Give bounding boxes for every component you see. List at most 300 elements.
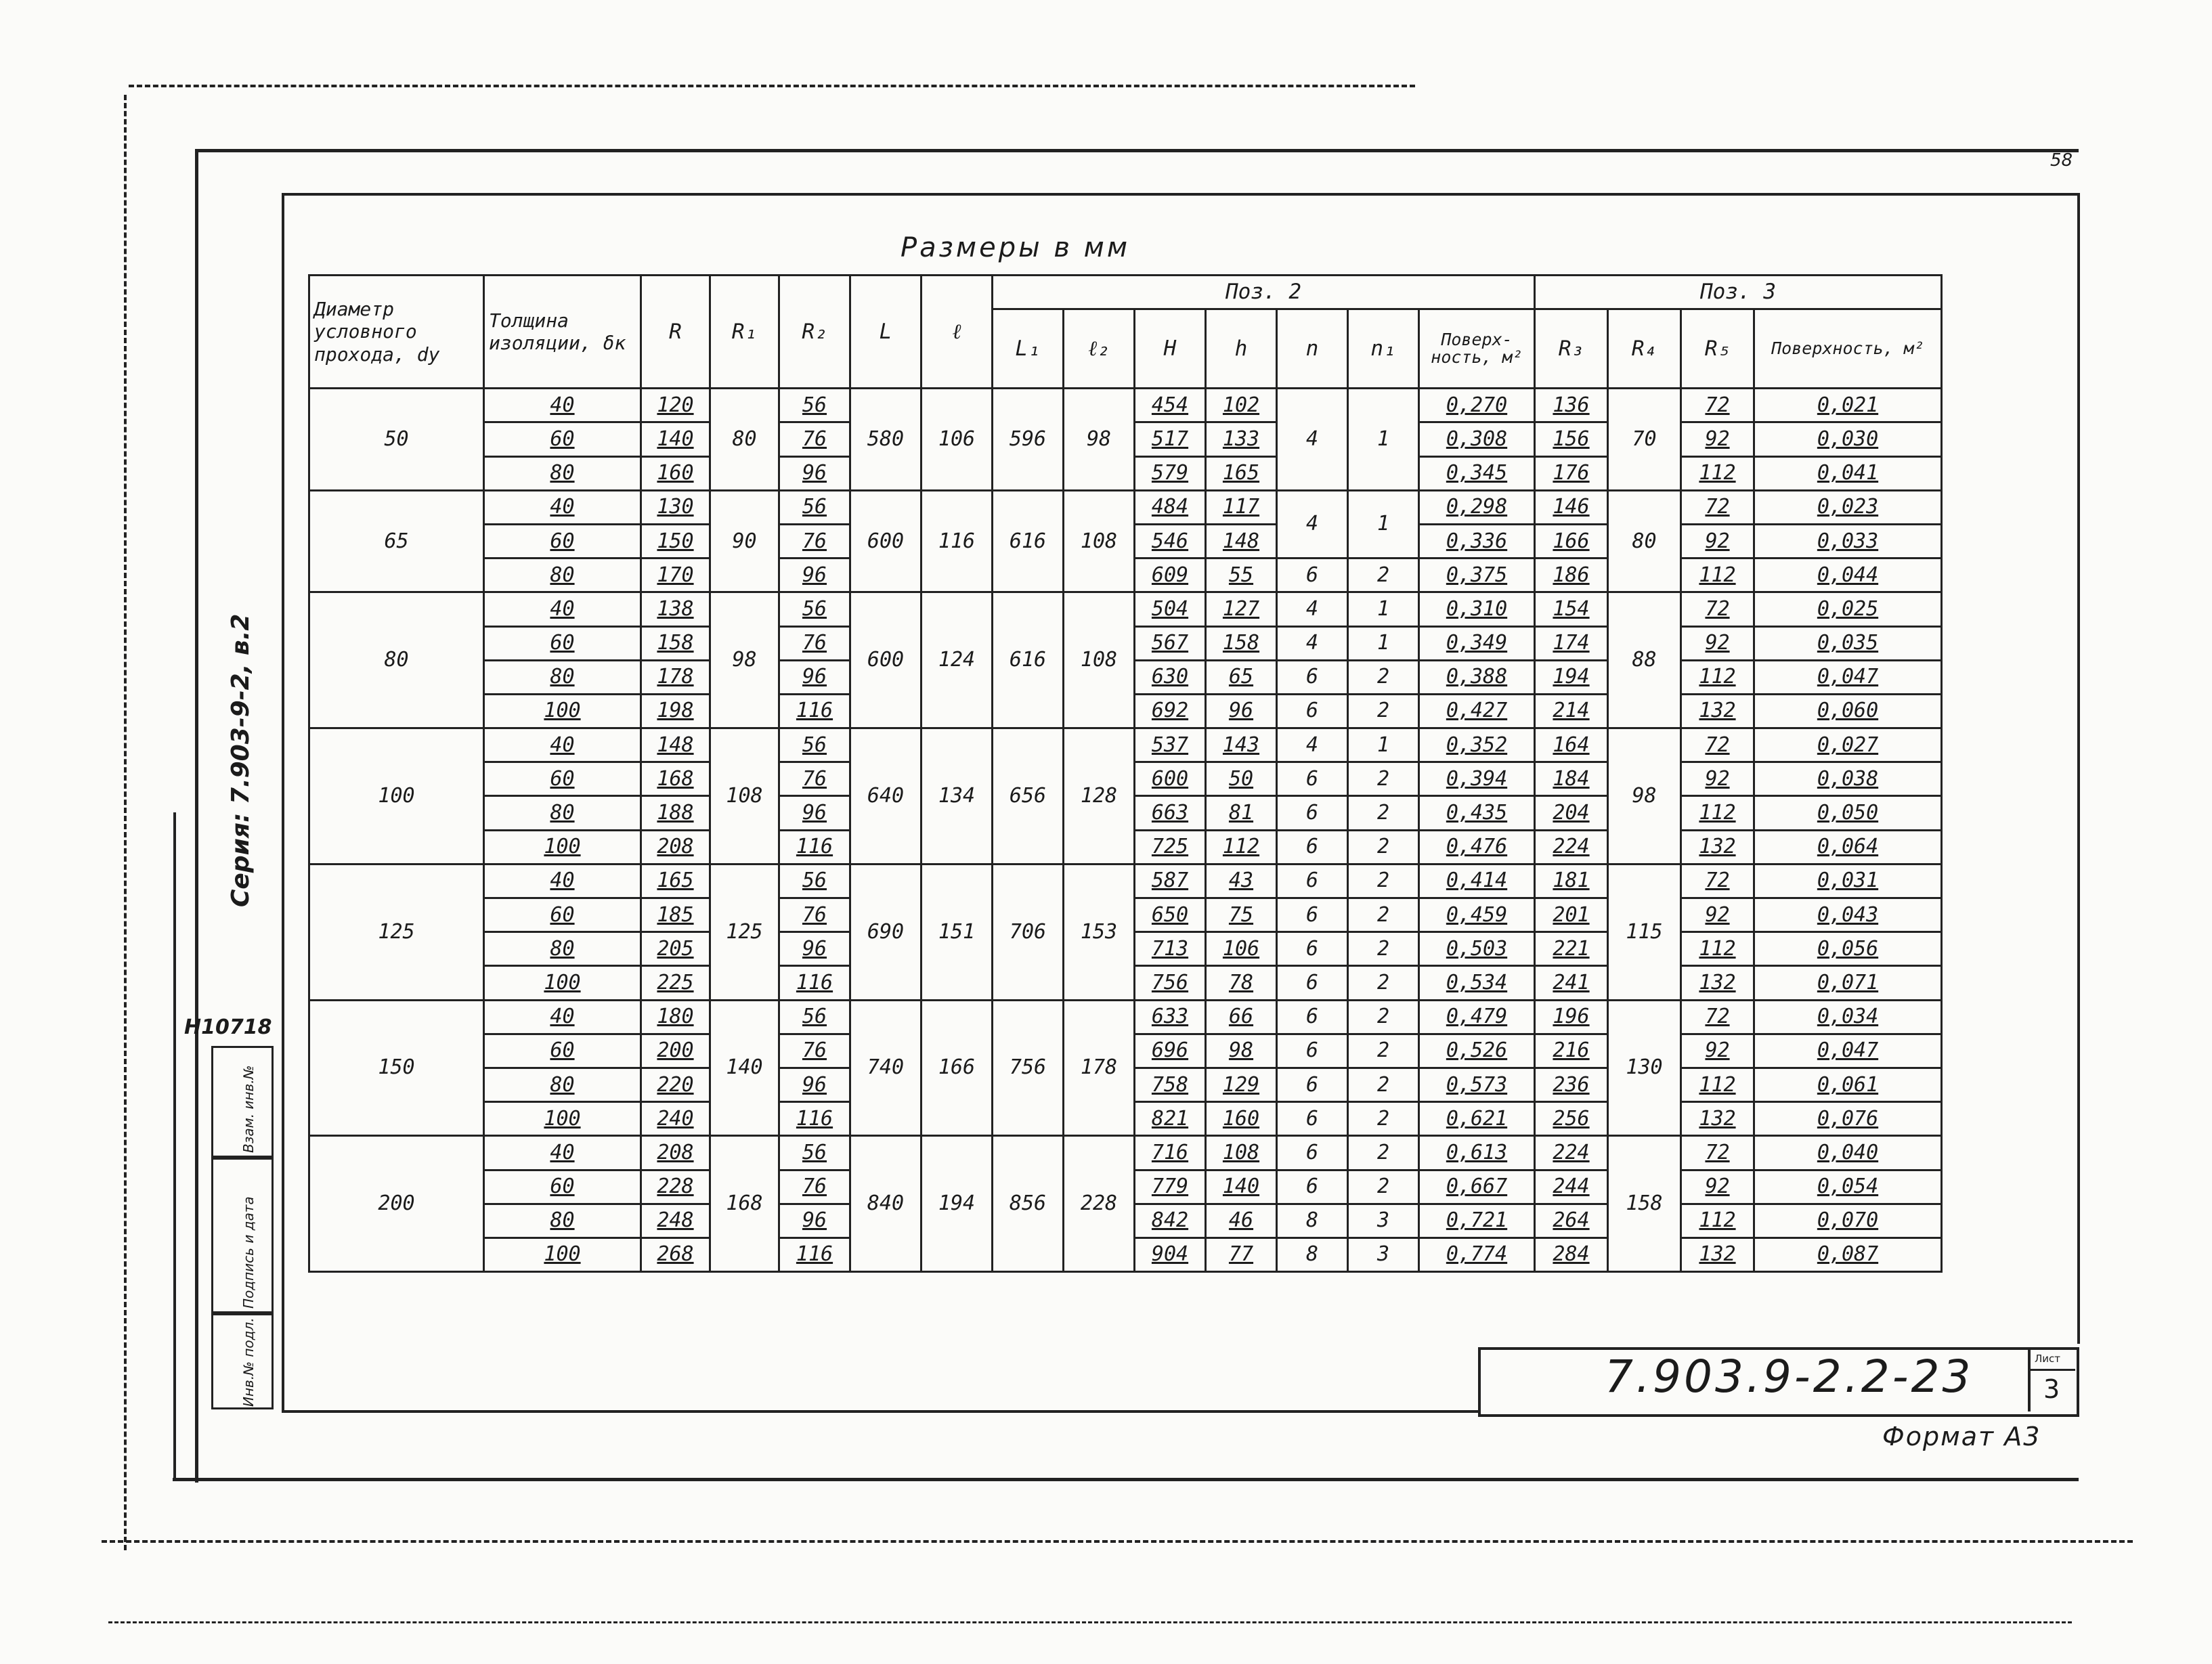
thickness-cell: 40 — [484, 490, 641, 524]
header-R4: R₄ — [1608, 309, 1681, 389]
R5-cell: 112 — [1681, 660, 1754, 694]
R5-cell: 92 — [1681, 626, 1754, 660]
surface-pos3-cell: 0,071 — [1754, 966, 1942, 1000]
surface-pos3-cell: 0,047 — [1754, 1034, 1942, 1068]
n1-cell: 2 — [1348, 1102, 1419, 1136]
R-cell: 185 — [641, 898, 710, 932]
n-cell: 6 — [1277, 1170, 1348, 1204]
h-cell: 160 — [1206, 1102, 1277, 1136]
n1-cell: 1 — [1348, 592, 1419, 626]
R5-cell: 72 — [1681, 389, 1754, 422]
n1-cell: 2 — [1348, 762, 1419, 796]
surface-pos2-cell: 0,435 — [1419, 796, 1535, 830]
R2-cell: 116 — [779, 966, 850, 1000]
n1-cell: 2 — [1348, 1068, 1419, 1101]
n-cell: 4 — [1277, 490, 1348, 558]
header-n: n — [1277, 309, 1348, 389]
surface-pos2-cell: 0,298 — [1419, 490, 1535, 524]
surface-pos3-cell: 0,031 — [1754, 864, 1942, 898]
n1-cell: 2 — [1348, 796, 1419, 830]
thickness-cell: 80 — [484, 796, 641, 830]
header-thickness: Толщина изоляции, δк — [484, 276, 641, 389]
R2-cell: 76 — [779, 524, 850, 558]
spec-table — [308, 274, 1943, 1273]
l2-cell: 153 — [1064, 864, 1135, 1000]
inner-frame-right — [2077, 193, 2080, 1344]
R4-cell: 70 — [1608, 389, 1681, 491]
header-R: R — [641, 276, 710, 389]
R-cell: 180 — [641, 1000, 710, 1034]
n1-cell: 2 — [1348, 932, 1419, 966]
n1-cell: 1 — [1348, 490, 1419, 558]
R-cell: 228 — [641, 1170, 710, 1204]
surface-pos2-cell: 0,526 — [1419, 1034, 1535, 1068]
R3-cell: 164 — [1535, 728, 1608, 762]
H-cell: 630 — [1135, 660, 1206, 694]
table-row — [309, 389, 1942, 422]
surface-pos2-cell: 0,613 — [1419, 1136, 1535, 1170]
n-cell: 6 — [1277, 898, 1348, 932]
side-stamp-text-2: Подпись и дата — [240, 1196, 257, 1309]
h-cell: 129 — [1206, 1068, 1277, 1101]
R5-cell: 72 — [1681, 1136, 1754, 1170]
L1-cell: 656 — [993, 728, 1064, 864]
frame-top — [196, 149, 2079, 152]
R-cell: 198 — [641, 694, 710, 728]
R5-cell: 132 — [1681, 1102, 1754, 1136]
header-R2: R₂ — [779, 276, 850, 389]
outer-frame-left-2 — [173, 812, 176, 1479]
surface-pos3-cell: 0,076 — [1754, 1102, 1942, 1136]
R5-cell: 132 — [1681, 694, 1754, 728]
R2-cell: 116 — [779, 694, 850, 728]
thickness-cell: 40 — [484, 728, 641, 762]
R-cell: 225 — [641, 966, 710, 1000]
surface-pos3-cell: 0,087 — [1754, 1238, 1942, 1271]
surface-pos2-cell: 0,667 — [1419, 1170, 1535, 1204]
table-row — [309, 1136, 1942, 1170]
thickness-cell: 40 — [484, 1000, 641, 1034]
H-cell: 650 — [1135, 898, 1206, 932]
n-cell: 6 — [1277, 660, 1348, 694]
R4-cell: 80 — [1608, 490, 1681, 592]
R-cell: 148 — [641, 728, 710, 762]
R2-cell: 96 — [779, 1068, 850, 1101]
surface-pos2-cell: 0,336 — [1419, 524, 1535, 558]
surface-pos2-cell: 0,503 — [1419, 932, 1535, 966]
R5-cell: 72 — [1681, 592, 1754, 626]
l-cell: 134 — [921, 728, 993, 864]
thickness-cell: 60 — [484, 762, 641, 796]
surface-pos3-cell: 0,044 — [1754, 559, 1942, 592]
R5-cell: 112 — [1681, 456, 1754, 490]
R-cell: 140 — [641, 422, 710, 456]
R5-cell: 112 — [1681, 796, 1754, 830]
H-cell: 504 — [1135, 592, 1206, 626]
L1-cell: 706 — [993, 864, 1064, 1000]
h-cell: 112 — [1206, 830, 1277, 864]
R3-cell: 284 — [1535, 1238, 1608, 1271]
surface-pos3-cell: 0,056 — [1754, 932, 1942, 966]
H-cell: 756 — [1135, 966, 1206, 1000]
R-cell: 160 — [641, 456, 710, 490]
surface-pos3-cell: 0,023 — [1754, 490, 1942, 524]
L1-cell: 616 — [993, 592, 1064, 728]
n1-cell: 2 — [1348, 1170, 1419, 1204]
R-cell: 168 — [641, 762, 710, 796]
h-cell: 96 — [1206, 694, 1277, 728]
outer-dashed-bottom — [102, 1540, 2133, 1543]
R2-cell: 76 — [779, 422, 850, 456]
surface-pos2-cell: 0,270 — [1419, 389, 1535, 422]
surface-pos3-cell: 0,054 — [1754, 1170, 1942, 1204]
h-cell: 81 — [1206, 796, 1277, 830]
surface-pos2-cell: 0,476 — [1419, 830, 1535, 864]
H-cell: 821 — [1135, 1102, 1206, 1136]
n1-cell: 3 — [1348, 1238, 1419, 1271]
n1-cell: 1 — [1348, 728, 1419, 762]
h-cell: 140 — [1206, 1170, 1277, 1204]
header-L: L — [850, 276, 921, 389]
n1-cell: 2 — [1348, 1034, 1419, 1068]
R1-cell: 108 — [710, 728, 779, 864]
units-title: Размеры в мм — [901, 232, 1131, 263]
R5-cell: 92 — [1681, 1034, 1754, 1068]
surface-pos3-cell: 0,064 — [1754, 830, 1942, 864]
L1-cell: 756 — [993, 1000, 1064, 1136]
l-cell: 151 — [921, 864, 993, 1000]
table-row — [309, 864, 1942, 898]
R-cell: 150 — [641, 524, 710, 558]
surface-pos2-cell: 0,388 — [1419, 660, 1535, 694]
H-cell: 713 — [1135, 932, 1206, 966]
thickness-cell: 100 — [484, 694, 641, 728]
header-R5: R₅ — [1681, 309, 1754, 389]
R-cell: 188 — [641, 796, 710, 830]
R5-cell: 92 — [1681, 1170, 1754, 1204]
side-stamp-cell-2 — [211, 1158, 274, 1313]
header-R3: R₃ — [1535, 309, 1608, 389]
R-cell: 158 — [641, 626, 710, 660]
R-cell: 178 — [641, 660, 710, 694]
R3-cell: 224 — [1535, 830, 1608, 864]
surface-pos3-cell: 0,038 — [1754, 762, 1942, 796]
surface-pos2-cell: 0,308 — [1419, 422, 1535, 456]
R5-cell: 72 — [1681, 1000, 1754, 1034]
h-cell: 75 — [1206, 898, 1277, 932]
n1-cell: 2 — [1348, 864, 1419, 898]
series-label: Серия: 7.903-9-2, в.2 — [227, 613, 255, 907]
diameter-cell: 100 — [309, 728, 484, 864]
R1-cell: 80 — [710, 389, 779, 491]
surface-pos2-cell: 0,349 — [1419, 626, 1535, 660]
R3-cell: 136 — [1535, 389, 1608, 422]
H-cell: 725 — [1135, 830, 1206, 864]
surface-pos3-cell: 0,061 — [1754, 1068, 1942, 1101]
h-cell: 78 — [1206, 966, 1277, 1000]
R3-cell: 214 — [1535, 694, 1608, 728]
R-cell: 200 — [641, 1034, 710, 1068]
surface-pos3-cell: 0,033 — [1754, 524, 1942, 558]
thickness-cell: 80 — [484, 1068, 641, 1101]
n1-cell: 2 — [1348, 559, 1419, 592]
L-cell: 690 — [850, 864, 921, 1000]
R-cell: 268 — [641, 1238, 710, 1271]
H-cell: 758 — [1135, 1068, 1206, 1101]
R2-cell: 76 — [779, 762, 850, 796]
n-cell: 6 — [1277, 932, 1348, 966]
R2-cell: 116 — [779, 1238, 850, 1271]
H-cell: 904 — [1135, 1238, 1206, 1271]
H-cell: 633 — [1135, 1000, 1206, 1034]
R4-cell: 98 — [1608, 728, 1681, 864]
outer-dashed-bottom-2 — [108, 1621, 2072, 1623]
surface-pos3-cell: 0,047 — [1754, 660, 1942, 694]
L-cell: 600 — [850, 490, 921, 592]
surface-pos2-cell: 0,345 — [1419, 456, 1535, 490]
L-cell: 840 — [850, 1136, 921, 1272]
H-cell: 692 — [1135, 694, 1206, 728]
R3-cell: 256 — [1535, 1102, 1608, 1136]
surface-pos3-cell: 0,035 — [1754, 626, 1942, 660]
R-cell: 248 — [641, 1204, 710, 1238]
surface-pos2-cell: 0,534 — [1419, 966, 1535, 1000]
R2-cell: 56 — [779, 592, 850, 626]
R1-cell: 125 — [710, 864, 779, 1000]
n-cell: 4 — [1277, 626, 1348, 660]
R5-cell: 112 — [1681, 1068, 1754, 1101]
R5-cell: 92 — [1681, 524, 1754, 558]
l2-cell: 128 — [1064, 728, 1135, 864]
R2-cell: 56 — [779, 1000, 850, 1034]
n1-cell: 1 — [1348, 626, 1419, 660]
header-l: ℓ — [921, 276, 993, 389]
inner-frame-left — [282, 193, 284, 1411]
surface-pos2-cell: 0,310 — [1419, 592, 1535, 626]
thickness-cell: 80 — [484, 660, 641, 694]
R-cell: 138 — [641, 592, 710, 626]
R2-cell: 96 — [779, 796, 850, 830]
l2-cell: 108 — [1064, 592, 1135, 728]
R5-cell: 112 — [1681, 1204, 1754, 1238]
surface-pos2-cell: 0,427 — [1419, 694, 1535, 728]
R2-cell: 96 — [779, 559, 850, 592]
table-row — [309, 1000, 1942, 1034]
thickness-cell: 100 — [484, 966, 641, 1000]
n-cell: 6 — [1277, 1000, 1348, 1034]
R2-cell: 116 — [779, 830, 850, 864]
sheet-label: Лист — [2035, 1353, 2061, 1365]
l2-cell: 108 — [1064, 490, 1135, 592]
R5-cell: 112 — [1681, 932, 1754, 966]
h-cell: 148 — [1206, 524, 1277, 558]
frame-left — [195, 149, 198, 1483]
thickness-cell: 60 — [484, 1034, 641, 1068]
R2-cell: 56 — [779, 490, 850, 524]
R3-cell: 146 — [1535, 490, 1608, 524]
R2-cell: 96 — [779, 660, 850, 694]
R3-cell: 186 — [1535, 559, 1608, 592]
thickness-cell: 60 — [484, 1170, 641, 1204]
diameter-cell: 150 — [309, 1000, 484, 1136]
R-cell: 120 — [641, 389, 710, 422]
diameter-cell: 65 — [309, 490, 484, 592]
h-cell: 98 — [1206, 1034, 1277, 1068]
table-row — [309, 490, 1942, 524]
R5-cell: 92 — [1681, 898, 1754, 932]
table-row — [309, 592, 1942, 626]
R2-cell: 76 — [779, 626, 850, 660]
H-cell: 567 — [1135, 626, 1206, 660]
R3-cell: 196 — [1535, 1000, 1608, 1034]
surface-pos3-cell: 0,027 — [1754, 728, 1942, 762]
thickness-cell: 80 — [484, 456, 641, 490]
R4-cell: 130 — [1608, 1000, 1681, 1136]
thickness-cell: 40 — [484, 389, 641, 422]
surface-pos3-cell: 0,025 — [1754, 592, 1942, 626]
surface-pos3-cell: 0,034 — [1754, 1000, 1942, 1034]
header-H: H — [1135, 309, 1206, 389]
R3-cell: 166 — [1535, 524, 1608, 558]
R5-cell: 132 — [1681, 966, 1754, 1000]
outer-dashed-left — [124, 95, 127, 1550]
R2-cell: 56 — [779, 389, 850, 422]
n-cell: 6 — [1277, 966, 1348, 1000]
h-cell: 77 — [1206, 1238, 1277, 1271]
h-cell: 106 — [1206, 932, 1277, 966]
R-cell: 130 — [641, 490, 710, 524]
surface-pos3-cell: 0,070 — [1754, 1204, 1942, 1238]
H-cell: 579 — [1135, 456, 1206, 490]
l-cell: 166 — [921, 1000, 993, 1136]
R3-cell: 156 — [1535, 422, 1608, 456]
R3-cell: 216 — [1535, 1034, 1608, 1068]
h-cell: 43 — [1206, 864, 1277, 898]
surface-pos3-cell: 0,043 — [1754, 898, 1942, 932]
thickness-cell: 100 — [484, 1102, 641, 1136]
R1-cell: 98 — [710, 592, 779, 728]
n-cell: 6 — [1277, 762, 1348, 796]
L-cell: 600 — [850, 592, 921, 728]
R-cell: 240 — [641, 1102, 710, 1136]
l2-cell: 178 — [1064, 1000, 1135, 1136]
R-cell: 205 — [641, 932, 710, 966]
header-surface-pos2: Поверх-ность, м² — [1419, 309, 1535, 389]
R5-cell: 132 — [1681, 1238, 1754, 1271]
surface-pos3-cell: 0,050 — [1754, 796, 1942, 830]
R5-cell: 132 — [1681, 830, 1754, 864]
n-cell: 4 — [1277, 389, 1348, 491]
inner-frame-bottom — [282, 1410, 1480, 1413]
h-cell: 127 — [1206, 592, 1277, 626]
L1-cell: 856 — [993, 1136, 1064, 1272]
corner-page-number: 58 — [2050, 150, 2073, 171]
H-cell: 609 — [1135, 559, 1206, 592]
h-cell: 108 — [1206, 1136, 1277, 1170]
diameter-cell: 200 — [309, 1136, 484, 1272]
n-cell: 6 — [1277, 559, 1348, 592]
surface-pos2-cell: 0,479 — [1419, 1000, 1535, 1034]
R3-cell: 244 — [1535, 1170, 1608, 1204]
R3-cell: 201 — [1535, 898, 1608, 932]
l2-cell: 228 — [1064, 1136, 1135, 1272]
H-cell: 842 — [1135, 1204, 1206, 1238]
R-cell: 220 — [641, 1068, 710, 1101]
L-cell: 740 — [850, 1000, 921, 1136]
H-cell: 546 — [1135, 524, 1206, 558]
R2-cell: 96 — [779, 1204, 850, 1238]
thickness-cell: 100 — [484, 830, 641, 864]
header-pos2: Поз. 2 — [993, 276, 1535, 309]
spec-table-body — [309, 389, 1942, 1272]
side-stamp-cell-1 — [211, 1046, 274, 1158]
n1-cell: 2 — [1348, 660, 1419, 694]
h-cell: 133 — [1206, 422, 1277, 456]
n-cell: 6 — [1277, 694, 1348, 728]
R3-cell: 264 — [1535, 1204, 1608, 1238]
title-block-divider-h — [2028, 1369, 2075, 1371]
n-cell: 6 — [1277, 1136, 1348, 1170]
side-stamp-cell-3 — [211, 1313, 274, 1409]
l-cell: 106 — [921, 389, 993, 491]
header-diameter: Диаметр условного прохода, dy — [309, 276, 484, 389]
R4-cell: 88 — [1608, 592, 1681, 728]
h-cell: 158 — [1206, 626, 1277, 660]
R2-cell: 76 — [779, 1170, 850, 1204]
R5-cell: 72 — [1681, 728, 1754, 762]
diameter-cell: 50 — [309, 389, 484, 491]
h-cell: 165 — [1206, 456, 1277, 490]
diameter-cell: 80 — [309, 592, 484, 728]
outer-dashed-top — [129, 85, 1415, 87]
l-cell: 116 — [921, 490, 993, 592]
h-cell: 55 — [1206, 559, 1277, 592]
inner-frame-top — [283, 193, 2079, 196]
R4-cell: 158 — [1608, 1136, 1681, 1272]
R2-cell: 56 — [779, 864, 850, 898]
surface-pos2-cell: 0,459 — [1419, 898, 1535, 932]
H-cell: 600 — [1135, 762, 1206, 796]
h-cell: 50 — [1206, 762, 1277, 796]
header-n1: n₁ — [1348, 309, 1419, 389]
surface-pos2-cell: 0,375 — [1419, 559, 1535, 592]
n-cell: 6 — [1277, 796, 1348, 830]
n-cell: 6 — [1277, 864, 1348, 898]
R2-cell: 76 — [779, 1034, 850, 1068]
side-stamp-text-1: Взам. инв.№ — [240, 1065, 257, 1153]
header-l2: ℓ₂ — [1064, 309, 1135, 389]
n-cell: 6 — [1277, 1034, 1348, 1068]
R1-cell: 90 — [710, 490, 779, 592]
h-cell: 143 — [1206, 728, 1277, 762]
thickness-cell: 80 — [484, 559, 641, 592]
R5-cell: 112 — [1681, 559, 1754, 592]
surface-pos2-cell: 0,774 — [1419, 1238, 1535, 1271]
R3-cell: 241 — [1535, 966, 1608, 1000]
header-L1: L₁ — [993, 309, 1064, 389]
R2-cell: 96 — [779, 456, 850, 490]
R3-cell: 221 — [1535, 932, 1608, 966]
surface-pos2-cell: 0,414 — [1419, 864, 1535, 898]
header-R1: R₁ — [710, 276, 779, 389]
surface-pos2-cell: 0,573 — [1419, 1068, 1535, 1101]
surface-pos2-cell: 0,394 — [1419, 762, 1535, 796]
inventory-number: Н10718 — [184, 1015, 272, 1039]
n1-cell: 2 — [1348, 898, 1419, 932]
document-code: 7.903.9-2.2-23 — [1605, 1351, 1974, 1403]
R5-cell: 92 — [1681, 422, 1754, 456]
side-stamp-text-3: Инв.№ подл. — [240, 1317, 257, 1407]
